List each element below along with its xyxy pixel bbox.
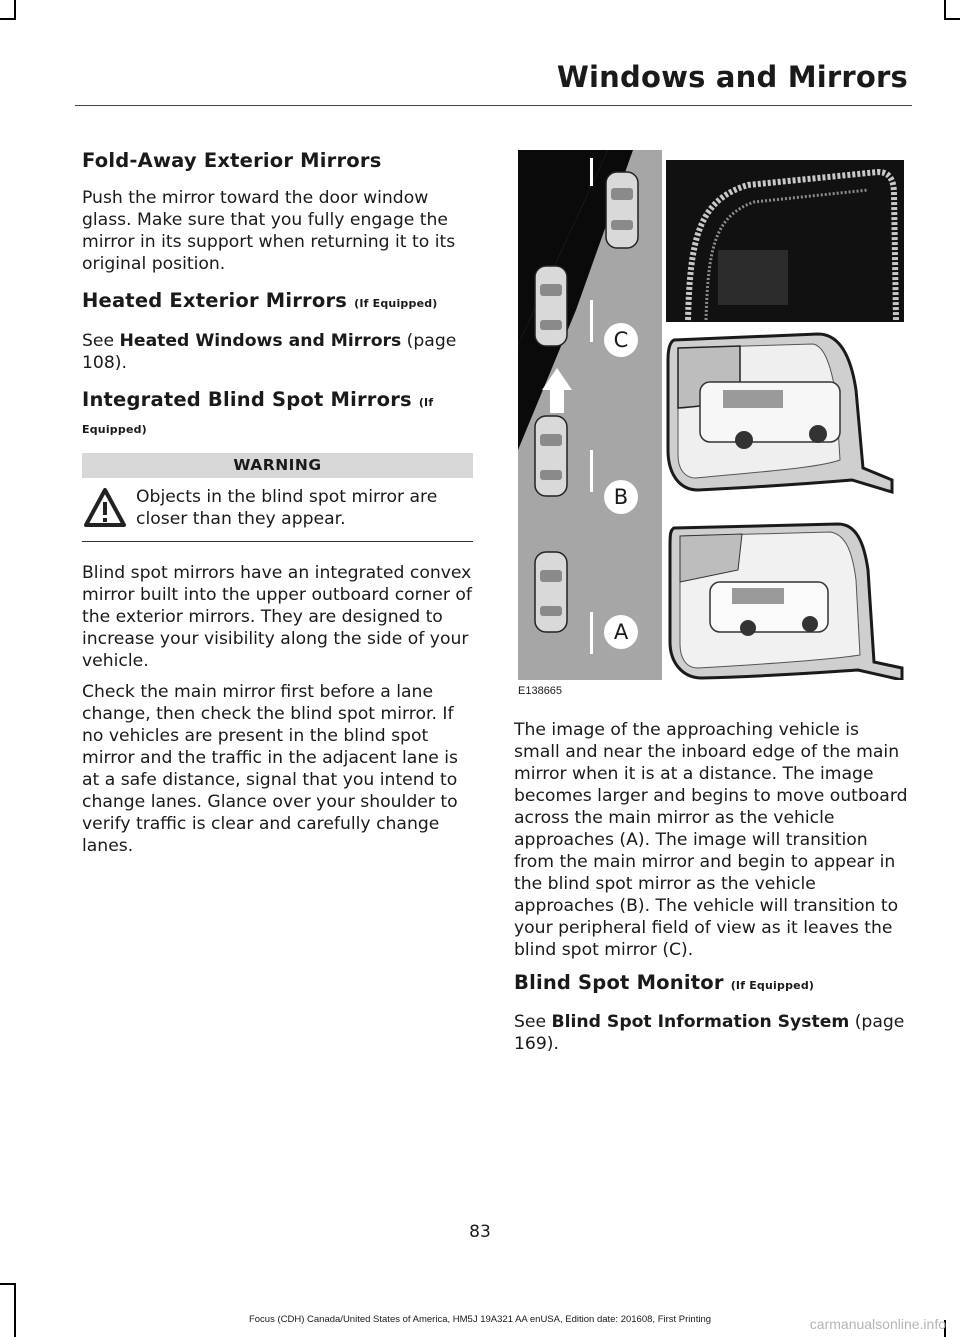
crop-mark	[14, 1283, 16, 1337]
heading-heated-mirrors: Heated Exterior Mirrors (If Equipped)	[82, 289, 438, 312]
warning-banner: WARNING	[82, 453, 473, 478]
watermark: carmanualsonline.info	[809, 1316, 946, 1332]
heated-link[interactable]: Heated Windows and Mirrors	[119, 331, 402, 351]
figure-id: E138665	[518, 685, 563, 697]
para-approaching-vehicle: The image of the approaching vehicle is small and near the inboard edge of the main mirror when it is at a distance. The image becomes larger and begins to move outboard across the main mirror as the vehicle approaches (A). The image will transition from the main mirror and begin to appear in the blind spot mirror as the vehicle approaches (B). The vehicle will transition to your peripheral field of view as it leaves the blind spot mirror (C).	[514, 720, 908, 960]
warning-triangle-icon	[82, 486, 128, 530]
monitor-link[interactable]: Blind Spot Information System	[551, 1012, 850, 1032]
figure-label-b: B	[613, 485, 629, 509]
figure-label-a: A	[613, 620, 629, 644]
crop-mark	[0, 1283, 16, 1285]
header-divider	[75, 105, 912, 106]
crop-mark	[0, 18, 16, 20]
warning-text: Objects in the blind spot mirror are closer than they appear.	[136, 487, 438, 529]
para-blind-spot-desc: Blind spot mirrors have an integrated convex mirror built into the upper outboard corner of the exterior mirrors. They are designed to increase your visibility along the side of your vehicle.	[82, 563, 472, 671]
page-number: 83	[469, 1222, 491, 1242]
heading-fold-away: Fold-Away Exterior Mirrors	[82, 149, 382, 172]
figure-label-c: C	[613, 328, 629, 352]
crop-mark	[944, 18, 960, 20]
monitor-see-reference: See Blind Spot Information System (page 169).	[514, 1012, 905, 1054]
para-check-mirror: Check the main mirror first before a lane change, then check the blind spot mirror. If no vehicles are present in the blind spot mirror and the traffic in the adjacent lane is at a safe distance, signal that you intend to change lanes. Glance over your shoulder to verify traffic is clear and carefully change lanes.	[82, 682, 458, 856]
warning-divider	[82, 541, 473, 542]
crop-mark	[14, 0, 16, 20]
heated-see-reference: See Heated Windows and Mirrors (page 108).	[82, 331, 457, 373]
heading-blind-spot-monitor: Blind Spot Monitor (If Equipped)	[514, 971, 815, 994]
footer-edition: Focus (CDH) Canada/United States of America, HM5J 19A321 AA enUSA, Edition date: 201608, First Printing	[248, 1314, 712, 1325]
blind-spot-illustration	[518, 150, 910, 680]
fold-away-body: Push the mirror toward the door window glass. Make sure that you fully engage the mirror in its support when returning it to its original position.	[82, 188, 456, 274]
page-header-title: Windows and Mirrors	[556, 60, 908, 94]
crop-mark	[944, 0, 946, 20]
heading-integrated-mirrors: Integrated Blind Spot Mirrors (If Equipped)	[82, 388, 434, 436]
